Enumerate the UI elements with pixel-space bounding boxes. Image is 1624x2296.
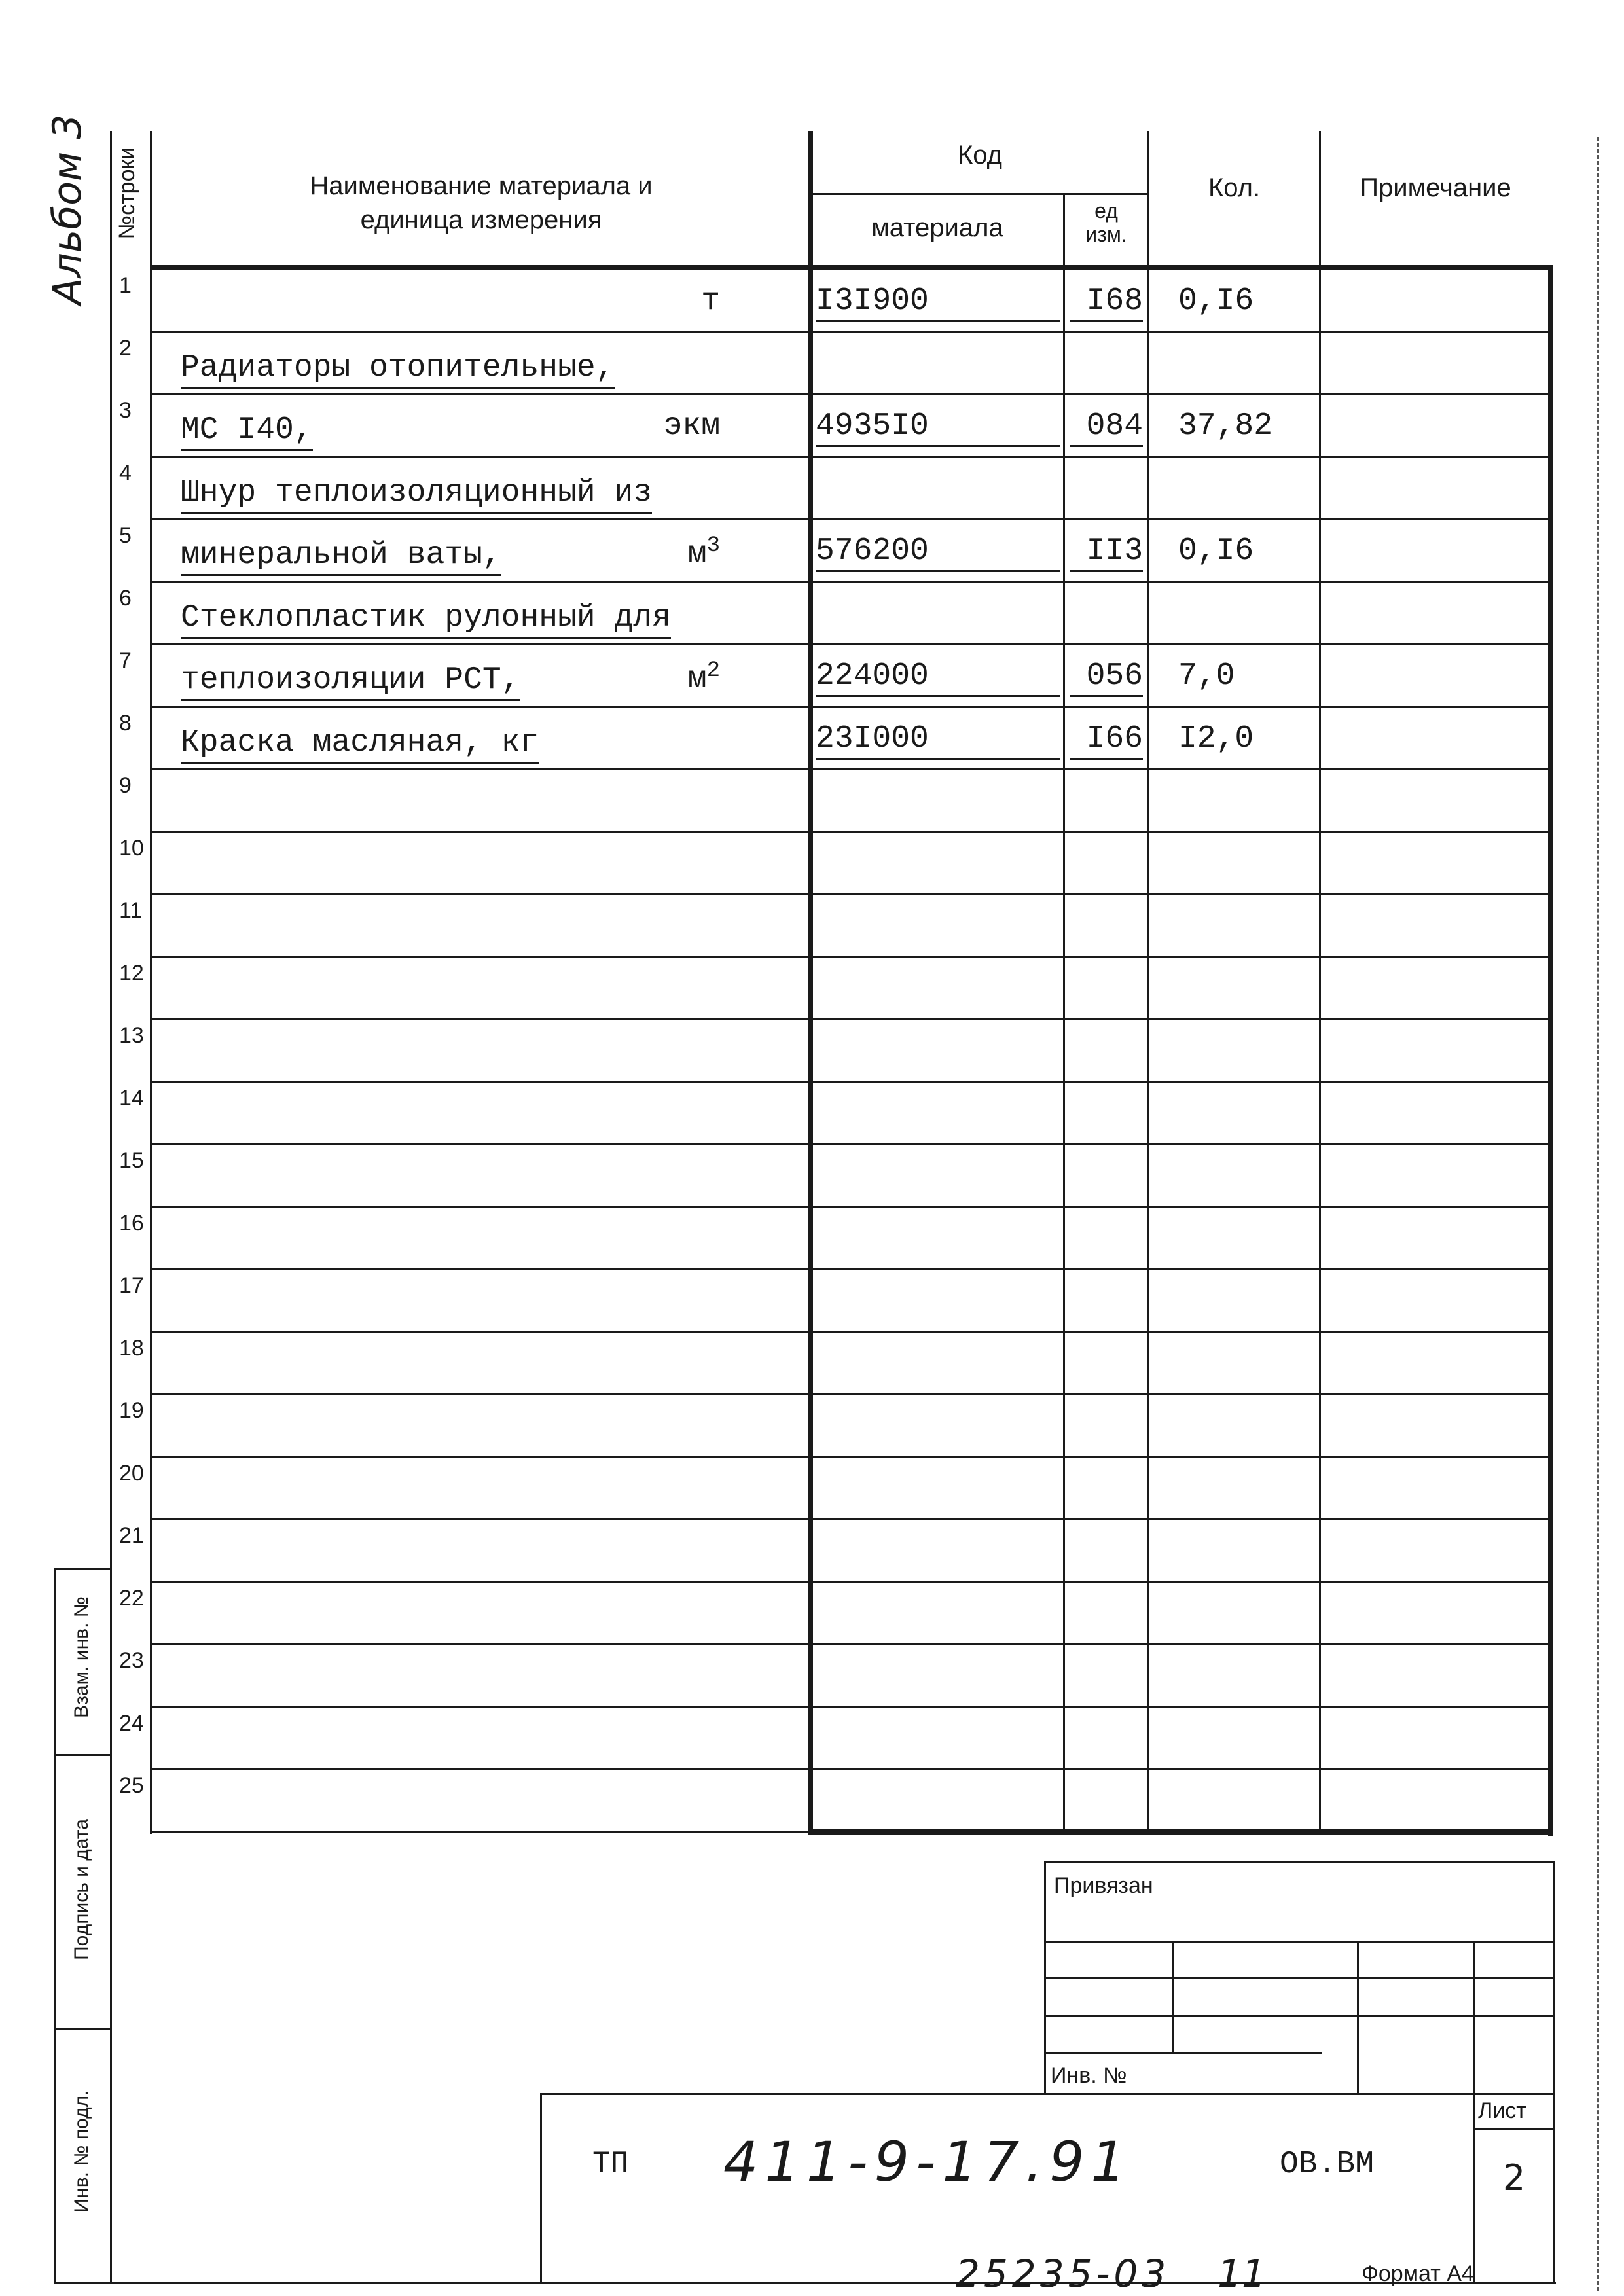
row-number: 1 (119, 273, 132, 298)
header-row-number: №строки (115, 147, 139, 240)
row-number: 15 (119, 1148, 144, 1173)
table-row (0, 1083, 1624, 1146)
privyazan-grid-line-4 (1044, 2052, 1322, 2054)
header-quantity: Кол. (1208, 173, 1261, 202)
table-row (0, 583, 1624, 646)
row-number: 19 (119, 1398, 144, 1423)
table-row (0, 395, 1624, 458)
document-code: ОВ.ВМ (1280, 2147, 1375, 2182)
project-number: 411-9-17.91 (723, 2130, 1132, 2194)
row-number: 21 (119, 1523, 144, 1548)
row-number: 18 (119, 1335, 144, 1361)
material-code: 4935I0 (816, 408, 1060, 447)
header-code: Код (957, 141, 1002, 170)
material-name: Радиаторы отопительные, (181, 350, 615, 389)
material-name: МС I40, (181, 412, 313, 451)
row-number: 8 (119, 710, 132, 736)
row-number: 23 (119, 1648, 144, 1673)
unit-code: 084 (1070, 408, 1143, 447)
privyazan-grid-v-2 (1357, 1941, 1359, 2094)
row-number: 24 (119, 1710, 144, 1736)
header-name-line1: Наименование материала и (310, 171, 653, 200)
privyazan-grid-line-3 (1044, 2015, 1555, 2017)
unit-text: т (701, 283, 720, 319)
material-code: 224000 (816, 658, 1060, 697)
row-number: 11 (119, 898, 143, 923)
title-right-border (1553, 1861, 1555, 2284)
archive-sheet: 11 (1218, 2251, 1266, 2296)
sheet-label-line (1473, 2128, 1555, 2130)
material-unit (664, 408, 720, 444)
table-row (0, 1020, 1624, 1083)
row-number: 25 (119, 1773, 144, 1798)
privyazan-grid-line-1 (1044, 1941, 1555, 1943)
unit-code: II3 (1070, 533, 1143, 572)
table-row (0, 458, 1624, 521)
row-number: 5 (119, 523, 132, 548)
table-row (0, 833, 1624, 896)
table-row (0, 1770, 1624, 1833)
table-row (0, 270, 1624, 333)
archive-number: 25235-03 (956, 2251, 1170, 2296)
sheet-label: Лист (1478, 2098, 1526, 2123)
table-row (0, 895, 1624, 958)
privyazan-grid-line-2 (1044, 1977, 1555, 1979)
row-number: 4 (119, 460, 132, 486)
stamp-left-border (54, 1568, 56, 2284)
table-row (0, 520, 1624, 583)
header-unit-line2: изм. (1085, 223, 1127, 246)
material-code: 23I000 (816, 721, 1060, 760)
quantity: 0,I6 (1178, 283, 1254, 319)
table-row (0, 333, 1624, 396)
privyazan-grid-v-1 (1172, 1941, 1174, 2052)
unit-text: м (687, 537, 707, 572)
stamp-line-2 (54, 2028, 111, 2030)
material-name: теплоизоляции РСТ, (181, 662, 520, 701)
table-row (0, 958, 1624, 1021)
row-number: 3 (119, 398, 132, 423)
quantity: 7,0 (1178, 658, 1235, 694)
privyazan-top-line (1044, 1861, 1555, 1863)
material-name: Шнур теплоизоляционный из (181, 475, 652, 514)
right-edge-line (1597, 137, 1599, 2291)
material-code: 576200 (816, 533, 1060, 572)
stamp-inv-podl: Инв. № подл. (71, 2090, 92, 2213)
unit-code: 056 (1070, 658, 1143, 697)
material-name: минеральной ваты, (181, 537, 501, 576)
table-row (0, 1583, 1624, 1646)
inv-no-label: Инв. № (1051, 2063, 1127, 2088)
table-row (0, 1708, 1624, 1771)
quantity: 0,I6 (1178, 533, 1254, 569)
code-subheader-line (808, 193, 1148, 195)
material-name: Стеклопластик рулонный для (181, 600, 671, 639)
title-box-left-line (540, 2093, 542, 2284)
unit-code: I66 (1070, 721, 1143, 760)
table-row (0, 645, 1624, 708)
header-name-line2: единица измерения (360, 206, 602, 234)
unit-superscript: 3 (706, 533, 720, 558)
unit-superscript: 2 (706, 658, 720, 683)
table-row (0, 1145, 1624, 1208)
row-number: 17 (119, 1273, 144, 1298)
stamp-bottom-line (54, 2282, 1556, 2284)
row-number: 12 (119, 960, 144, 986)
row-number: 14 (119, 1085, 144, 1111)
stamp-vzam-inv: Взам. инв. № (71, 1596, 92, 1718)
row-number: 20 (119, 1460, 144, 1486)
row-number: 13 (119, 1023, 144, 1048)
sheet-number: 2 (1502, 2157, 1526, 2198)
row-number: 7 (119, 648, 132, 673)
table-row (0, 1270, 1624, 1333)
table-row (0, 1395, 1624, 1458)
table-row (0, 1458, 1624, 1521)
unit-code: I68 (1070, 283, 1143, 322)
format-label: Формат А4 (1362, 2261, 1474, 2286)
table-row (0, 1208, 1624, 1271)
material-unit (688, 533, 720, 572)
table-row (0, 1333, 1624, 1396)
material-name: Краска масляная, кг (181, 725, 539, 764)
material-code: I3I900 (816, 283, 1060, 322)
material-unit (688, 658, 720, 697)
table-row (0, 1645, 1624, 1708)
album-label: Альбом 3 (45, 114, 90, 305)
project-prefix: ТП (592, 2147, 629, 2181)
table-row (0, 1520, 1624, 1583)
quantity: I2,0 (1178, 721, 1254, 757)
row-number: 2 (119, 335, 132, 361)
header-code-unit (1065, 199, 1147, 246)
privyazan-label: Привязан (1054, 1873, 1153, 1898)
table-row (0, 770, 1624, 833)
header-bottom-line (150, 265, 1553, 270)
stamp-line-1 (54, 1754, 111, 1756)
title-box-top-line (540, 2093, 1555, 2095)
material-unit (701, 283, 720, 319)
quantity: 37,82 (1178, 408, 1273, 444)
stamp-signature-date: Подпись и дата (71, 1819, 92, 1960)
unit-text: экм (663, 408, 720, 444)
row-number: 6 (119, 585, 132, 611)
header-material-name (157, 169, 805, 237)
row-number: 9 (119, 773, 132, 798)
table-row (0, 708, 1624, 771)
row-number: 22 (119, 1585, 144, 1611)
row-number: 10 (119, 835, 144, 861)
header-code-material: материала (871, 213, 1003, 242)
unit-text: м (687, 662, 707, 697)
privyazan-grid-v-3 (1473, 1941, 1475, 2094)
row-number: 16 (119, 1210, 144, 1236)
header-note: Примечание (1360, 173, 1511, 202)
header-unit-line1: ед (1094, 199, 1118, 223)
